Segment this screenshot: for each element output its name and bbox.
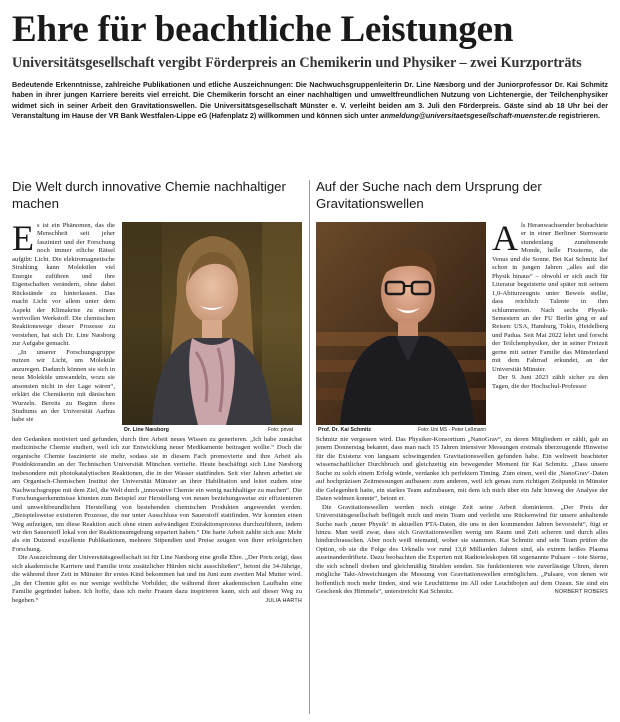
portrait-woman-image <box>122 222 302 425</box>
left-photo-caption: Dr. Line Næsborg <box>124 427 169 433</box>
right-author: NORBERT ROBERS <box>554 589 608 596</box>
left-body-text: den Gedanken motiviert und gefunden, durch ihre Arbeit neues Wissen zu generieren. „Ich habe zunächst medizinische Chemie studiert, weil ich zur Entwicklung neuer Medikamente beitragen wollte.“ Doch die organische Chemie faszinierte sie mehr, sodass sie in diesem Fach promovierte und ihre Arbeit als Postdoktorandin an der Technischen Universität München vertiefte. Heute beschäftigt sich Line Næsborg insbesondere mit photokatalytischen Reaktionen, die in der Wasser stattfinden. Seit vier Jahren arbeitet sie am Organisch-Chemischen Institut der Universität Münster an ihrer Habilitation und leitet zudem eine Nachwuchsgruppe mit dem Ziel, die Welt durch „innovative Chemie ein wenig nachhaltiger zu machen“. Die Forschungserkenntnisse könnten zum Beispiel zur Herstellung von neuen beziehungsweise zur effizienteren und umweltfreundlichen Herstellung von bestehenden chemischen Produkten angewendet werden. „Beispielsweise existieren Prozesse, die nur unter Ausschluss von Sauerstoff stattfinden. Wir konnten einen Weg aufzeigen, um diese Reaktion auch ohne einen aufwändigen Extraktionsprozess durchzuführen, indem wir den Sauerstoff lokal von der Reaktionsumgebung separiert haben.“ Die harte Arbeit zahlte sich aus: Mehr als ein Dutzend exzellente Publikationen, mehrere Stipendien und Preise zeugen von ihrer erfolgreichen Forschung. <box>12 436 302 553</box>
left-heading: Die Welt durch innovative Chemie nachhaltiger machen <box>12 179 286 211</box>
left-body2-text: Die Auszeichnung der Universitätsgesellschaft ist für Line Næsborg eine große Ehre. „Der Preis zeigt, dass sich akademische Karriere und Familie trotz zusätzlicher Hürden nicht ausschließen“, betont die 34-Jährige, die während ihrer Zeit in Münster ihr erstes Kind bekommen hat und im Juni zum zweiten Mal Mutter wird. „In der Chemie gibt es nur wenige weibliche Vorbilder, die während ihrer akademischen Laufbahn eine Familie gegründet haben. Ich hoffe, dass ich mehr Frauen dazu inspirieren kann, sich auf dieser Weg zu begeben.“ <box>12 554 302 604</box>
intro-end: registrieren. <box>556 111 601 121</box>
right-dropcap: A <box>492 218 518 258</box>
right-heading: Auf der Suche nach dem Ursprung der Gravitationswellen <box>316 179 542 211</box>
right-col1-text: ls Heranwachsender beobachtete er in einer Berliner Sternwarte stundenlang zunehmende Monde, helle Fixsterne, die Venus und die Sonne. Bei Kai Schmitz lief schon in jungen Jahren „alles auf die Physik hinaus“ – obwohl er sich auch für Literatur begeisterte und später mit seinem 1,0-Abiturzeugnis unter Beweis stellte, dass reichlich Talente in ihm schlummerten. Nach sechs Physik-Semestern an der FU Berlin ging er auf Reisen: USA, Hamburg, Tokio, Heidelberg und Padua. Seit Mai 2022 lehrt und forscht der Teilchenphysiker, der in seiner Freizeit gerne mit seiner Familie das Münsterland mit dem Fahrrad erkundet, an der Universität Münster. <box>492 222 608 373</box>
photo-line-naesborg <box>122 222 302 425</box>
right-column-intro <box>492 218 608 391</box>
headline: Ehre für beachtliche Leistungen <box>12 9 514 50</box>
column-divider <box>309 180 310 714</box>
photo-kai-schmitz <box>316 222 486 425</box>
left-dropcap: E <box>12 218 34 258</box>
intro-text: Bedeutende Erkenntnisse, zahlreiche Publikationen und etliche Auszeichnungen: Die Nachwuchsgruppenleiterin Dr. Line Næsborg und der Juniorprofessor Dr. Kai Schmitz haben in ihrer jungen Karriere bereits viel erreicht. Die Chemikerin forscht an einer nachhaltigen und umweltfreundlichen Nutzung von Lichtenergie, der Teilchenphysiker widmet sich in seiner Arbeit den Gravitationswellen. Die Universitätsgesellschaft Münster e. V. verleiht beiden am 3. Juli den Förderpreis. Gäste sind ab 18 Uhr bei der Veranstaltung im Hause der VR Bank Westfalen-Lippe eG (Hafenplatz 2) willkommen und können sich unter <box>12 80 608 121</box>
portrait-man-image <box>316 222 486 425</box>
left-author: JULIA HARTH <box>265 597 302 604</box>
left-photo-credit: Foto: privat <box>268 427 294 433</box>
left-column-body <box>12 436 302 605</box>
article <box>12 10 608 122</box>
right-photo-caption: Prof. Dr. Kai Schmitz <box>318 427 372 433</box>
right-column-body <box>316 436 608 597</box>
left-column-intro <box>12 218 115 425</box>
right-photo-credit: Foto: Uni MS - Peter Leßmann <box>418 427 487 433</box>
registration-email[interactable]: anmeldung@universitaetsgesellschaft-muenster.de <box>380 111 557 121</box>
right-col1b-text: Der 9. Juni 2023 zählt sicher zu den Tagen, die der Hochschul-Professor <box>492 374 608 390</box>
right-body-text: Schmitz nie vergessen wird. Das Physiker-Konsortium „NanoGrav“, zu deren Mitgliedern er zählt, gab an jenem Donnerstag bekannt, dass man nach 15 Jahren intensiver Messungen erstmals überzeugende Hinweise für die Existenz von langsam schwingenden Gravitationswellen gefunden habe. Ein weltweit beachteter wissenschaftlicher Durchbruch und gleichzeitig ein bewegender Moment für Kai Schmitz. „Dass unsere Suche zu solch einem Erfolg würde, verdanke ich perfektem Timing. Zum einen, weil die ‚NanoGrav‘-Daten auf hochpräzisen Zeitmessungen aufbauen: zum anderen, weil ich genau zum richtigen Zeitpunkt in Münster die Gelegenheit hatte, ein starkes Team aufzubauen, mit dem ich mich über ein Jahr hinweg der Analyse der Daten widmen konnte“, betont er. <box>316 436 608 503</box>
left-col1-text: s ist ein Phänomen, das die Menschheit seit jeher fasziniert und der Forschung noch immer etliche Rätsel aufgibt: Licht. Die elektromagnetische Strahlung kann Molekülen viel Energie zuführen und ihre Eigenschaften verändern, ohne dabei Rückstände zu hinterlassen. Das macht Licht vor allem unter dem Aspekt der Klimakrise zu einem wertvollen Werkstoff. Die chemischen Reaktionswege dieser Prozesse zu verstehen, hat sich Dr. Line Næsborg zur Aufgabe gemacht. <box>12 222 115 348</box>
subhead: Universitätsgesellschaft vergibt Förderpreis an Chemikerin und Physiker – zwei Kurzporträts <box>12 55 582 71</box>
left-col1b-text: „In unserer Forschungsgruppe nutzen wir Licht, um Moleküle anzuregen. Dadurch können sie sich in neue Moleküle umwandeln, wozu sie ansonsten nicht in der Lage wären“, erklärt die Chemikerin mit dänischen Wurzeln. Bereits zu Beginn ihres Studiums an der Universität Aarhus habe sie <box>12 348 115 424</box>
right-body2-text: Die Gravitationswellen werden noch einige Zeit seine Arbeit dominieren. „Der Preis der Universitätsgesellschaft beflügelt mich und mein Team und verleiht uns Rückenwind für unsere anhaltende Suche nach ‚neuer Physik‘ in aktuellen PTA-Daten, die uns in den kommenden Jahren bevorsteht“, fügt er hinzu. Man weiß zwar, dass sich Gravitationswellen wenig um Raum und Zeit scheren und durch alles hindurchrauschen. Aber noch weiß niemand, woher sie stammen. Kai Schmitz und sein Team prüfen die Option, ob sie die Folge des Urknalls vor rund 13,8 Milliarden Jahren sind, als extrem heißes Plasma auseinanderdriftete. Dazu beobachten die Experten mit Radioteleskopen 68 sogenannte Pulsare – tote Sterne, die sich schnell drehen und gleichmäßig Strahlen senden. Sie funktionieren wie zuverlässige Uhren, deren mögliche Takt-Abweichungen die Messung von Gravitationswellen ermöglichen. „Pulsare, von denen wir hoffentlich noch mehr finden, sind wie Leuchttürme im All oder Leuchtbojen auf dem Ozean. Sie sind ein Geschenk des Himmels“, unterstreicht Kai Schmitz. <box>316 503 608 596</box>
intro-paragraph <box>12 80 608 122</box>
